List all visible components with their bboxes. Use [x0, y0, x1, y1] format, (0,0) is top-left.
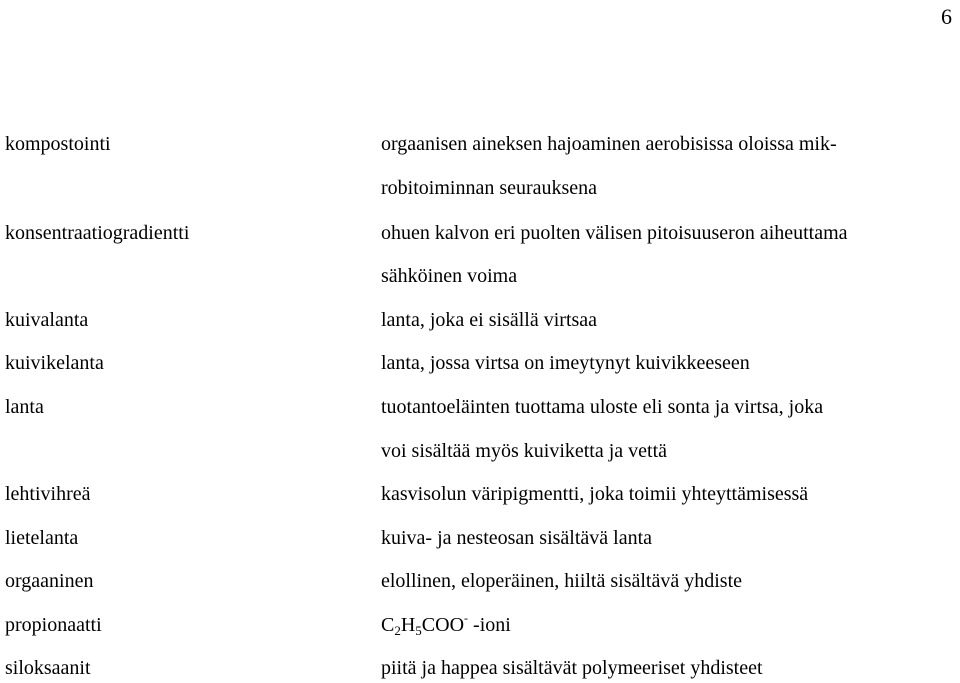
term-lietelanta: lietelanta — [5, 527, 79, 549]
definition-line: orgaanisen aineksen hajoaminen aerobisissa oloissa mik- — [381, 133, 837, 155]
definition-line: piitä ja happea sisältävät polymeeriset yhdisteet — [381, 657, 763, 679]
definition-line: lanta, joka ei sisällä virtsaa — [381, 309, 598, 331]
definition-line: kuiva- ja nesteosan sisältävä lanta — [381, 527, 653, 549]
term-konsentraatiogradientti: konsentraatiogradientti — [5, 222, 190, 244]
term-lehtivihrea: lehtivihreä — [5, 483, 91, 505]
term-kuivalanta: kuivalanta — [5, 309, 89, 331]
definition-line: robitoiminnan seurauksena — [381, 177, 598, 199]
term-kompostointi: kompostointi — [5, 133, 111, 155]
term-siloksaanit: siloksaanit — [5, 657, 91, 679]
term-kuivikelanta: kuivikelanta — [5, 352, 104, 374]
chemical-formula: $C_2H_5COO^-$ -ioni — [381, 611, 511, 638]
term-orgaaninen: orgaaninen — [5, 570, 94, 592]
term-lanta: lanta — [5, 396, 44, 418]
definition-line: tuotantoeläinten tuottama uloste eli sonta ja virtsa, joka — [381, 396, 824, 418]
definition-line: sähköinen voima — [381, 265, 518, 287]
definition-line: voi sisältää myös kuiviketta ja vettä — [381, 440, 668, 462]
definition-line: lanta, jossa virtsa on imeytynyt kuivikkeeseen — [381, 352, 750, 374]
definition-line: elollinen, eloperäinen, hiiltä sisältävä yhdiste — [381, 570, 743, 592]
definition-line: ohuen kalvon eri puolten välisen pitoisuuseron aiheuttama — [381, 222, 848, 244]
term-propionaatti: propionaatti — [5, 614, 102, 636]
definition-line: kasvisolun väripigmentti, joka toimii yhteyttämisessä — [381, 483, 809, 505]
page-number: 6 — [941, 4, 952, 29]
